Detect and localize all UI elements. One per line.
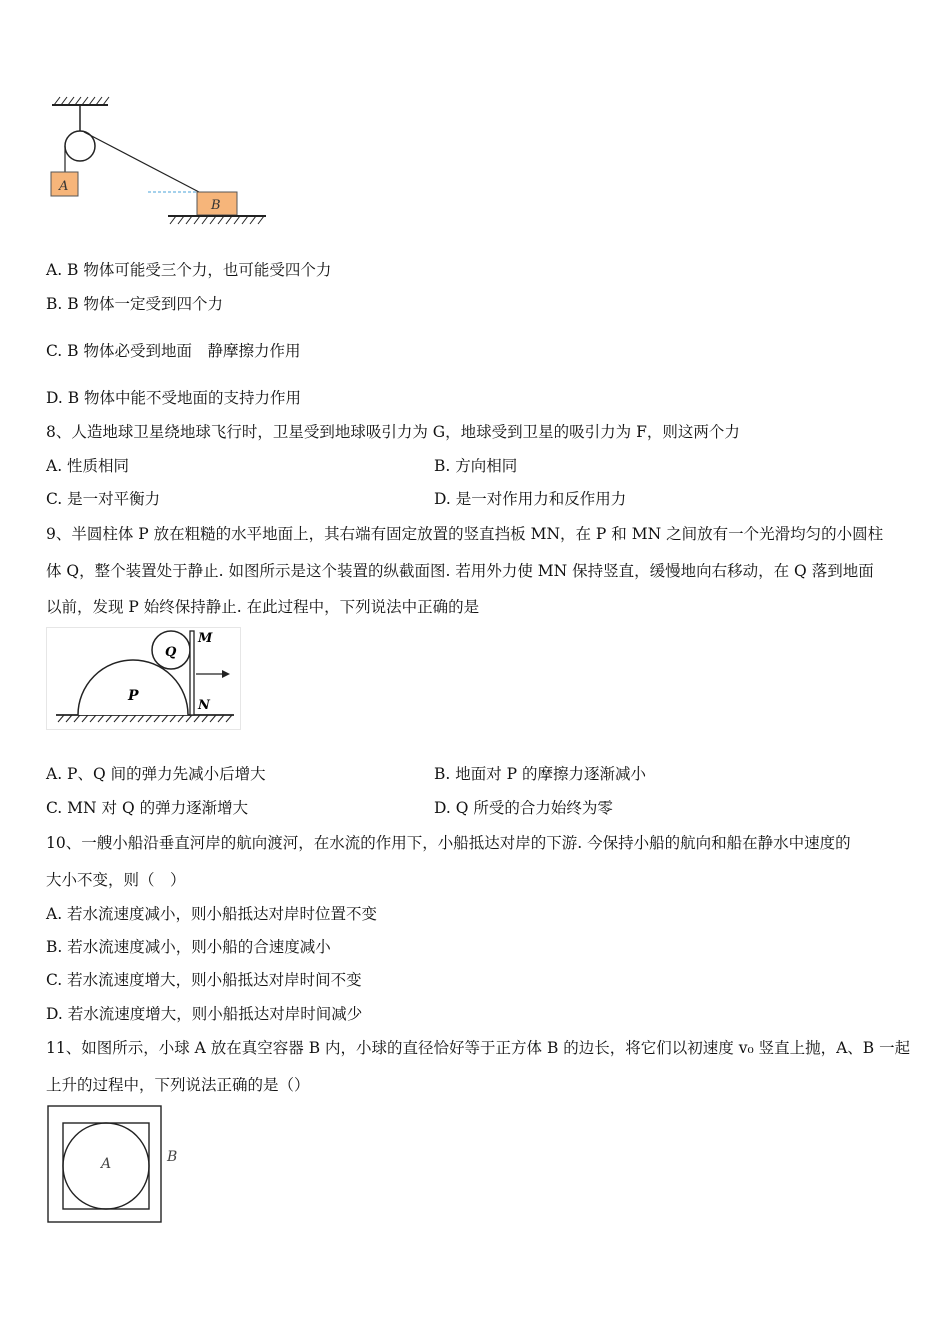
q10-option-b: B. 若水流速度减小，则小船的合速度减小 xyxy=(46,938,331,956)
pulley-figure xyxy=(44,95,274,230)
q8-option-c: C. 是一对平衡力 xyxy=(46,490,161,508)
q7-option-b: B. B 物体一定受到四个力 xyxy=(46,295,224,313)
q10-stem-line1: 10、一艘小船沿垂直河岸的航向渡河，在水流的作用下，小船抵达对岸的下游. 今保持小船的航向和船在静水中速度的 xyxy=(46,834,851,852)
q10-option-c: C. 若水流速度增大，则小船抵达对岸时间不变 xyxy=(46,971,362,989)
q7-option-a: A. B 物体可能受三个力，也可能受四个力 xyxy=(46,261,332,279)
label-p: P xyxy=(128,688,139,704)
q8-stem: 8、人造地球卫星绕地球飞行时，卫星受到地球吸引力为 G，地球受到卫星的吸引力为 F，则这两个力 xyxy=(46,423,740,441)
q9-option-c: C. MN 对 Q 的弹力逐渐增大 xyxy=(46,799,249,817)
block-a-label: A xyxy=(59,179,69,194)
q10-option-a: A. 若水流速度减小，则小船抵达对岸时位置不变 xyxy=(46,905,378,923)
q9-option-d: D. Q 所受的合力始终为零 xyxy=(434,799,613,817)
q10-stem-line2: 大小不变，则（ ） xyxy=(46,871,186,889)
q9-stem-line2: 体 Q，整个装置处于静止. 如图所示是这个装置的纵截面图. 若用外力使 MN 保持竖直，缓慢地向右移动，在 Q 落到地面 xyxy=(46,562,874,580)
label-ball-a: A xyxy=(101,1156,112,1172)
baffle-mn xyxy=(190,631,194,715)
label-m: M xyxy=(198,631,213,646)
q8-option-b: B. 方向相同 xyxy=(434,457,518,475)
box-ball-figure xyxy=(46,1104,191,1226)
q9-stem-line1: 9、半圆柱体 P 放在粗糙的水平地面上，其右端有固定放置的竖直挡板 MN，在 P 和 MN 之间放有一个光滑均匀的小圆柱 xyxy=(46,525,884,543)
q9-stem-line3: 以前，发现 P 始终保持静止. 在此过程中，下列说法中正确的是 xyxy=(46,598,480,616)
block-b-label: B xyxy=(211,198,221,213)
q9-option-b: B. 地面对 P 的摩擦力逐渐减小 xyxy=(434,765,647,783)
q8-option-d: D. 是一对作用力和反作用力 xyxy=(434,490,627,508)
q9-option-a: A. P、Q 间的弹力先减小后增大 xyxy=(46,765,266,783)
label-box-b: B xyxy=(167,1149,178,1165)
q7-option-d: D. B 物体中能不受地面的支持力作用 xyxy=(46,389,302,407)
label-q: Q xyxy=(165,645,177,660)
label-n: N xyxy=(198,698,210,713)
cylinder-figure xyxy=(46,627,241,730)
q11-stem-line1: 11、如图所示，小球 A 放在真空容器 B 内，小球的直径恰好等于正方体 B 的边长，将它们以初速度 v₀ 竖直上抛，A、B 一起 xyxy=(46,1039,911,1057)
q11-stem-line2: 上升的过程中，下列说法正确的是（） xyxy=(46,1076,310,1094)
q7-option-c: C. B 物体必受到地面 静摩擦力作用 xyxy=(46,342,301,360)
q10-option-d: D. 若水流速度增大，则小船抵达对岸时间减少 xyxy=(46,1005,363,1023)
q8-option-a: A. 性质相同 xyxy=(46,457,130,475)
